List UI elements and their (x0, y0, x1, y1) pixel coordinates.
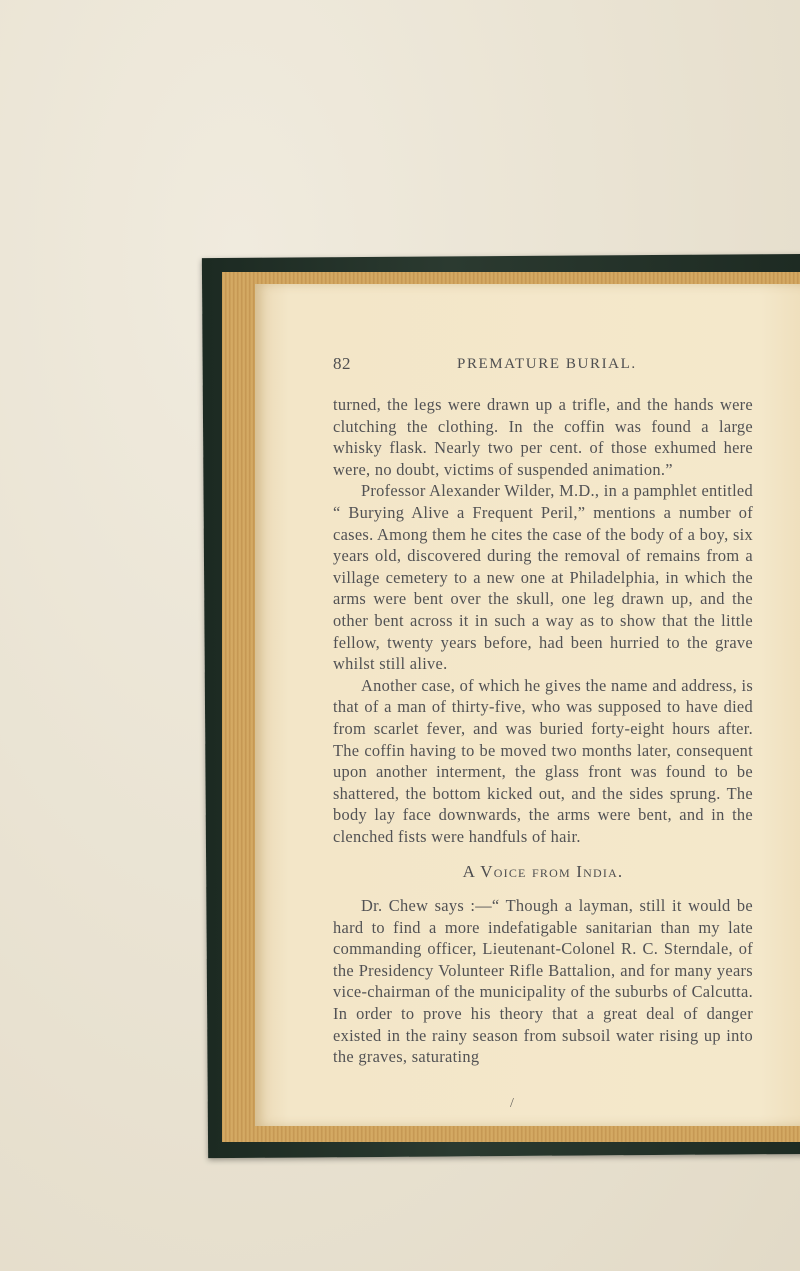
paragraph: Another case, of which he gives the name and address, is that of a man of thirty-five, who was supposed to have died from scarlet fever, and was buried forty-eight hours after. The coffin having to be moved two months later, consequent upon another interment, the glass front was found to be shattered, the bottom kicked out, and the sides sprung. The body lay face downwards, the arms were bent, and in the clenched fists were handfuls of hair. (333, 675, 753, 846)
section-heading: A Voice from India. (462, 862, 624, 882)
page-header (333, 354, 800, 378)
page-mark: / (510, 1096, 514, 1111)
paragraph: Professor Alexander Wilder, M.D., in a pamphlet entitled “ Burying Alive a Frequent Peril,” mentions a number of cases. Among them he cites the case of the body of a boy, six years old, discovered during the removal of remains from a village cemetery to a new one at Philadelphia, in which the arms were bent over the skull, one leg drawn up, and the other bent across it in such a way as to show that the little fellow, twenty years before, had been hurried to the grave whilst still alive. (333, 481, 753, 674)
paragraph: turned, the legs were drawn up a trifle, and the hands were clutching the clothing. In the coffin was found a large whisky flask. Nearly two per cent. of those exhumed here were, no doubt, victims of suspended animation.” (333, 395, 753, 479)
running-title: PREMATURE BURIAL. (457, 356, 637, 372)
paragraph: Dr. Chew says :—“ Though a layman, still it would be hard to find a more indefatigable sanitarian than my late commanding officer, Lieutenant-Colonel R. C. Sterndale, of the Presidency Volunteer Rifle Battalion, and for many years vice-chairman of the municipality of the suburbs of Calcutta. In order to prove his theory that a great deal of danger existed in the rainy season from subsoil water rising up into the graves, saturating (333, 896, 753, 1067)
page-number: 82 (333, 354, 351, 373)
body-text (333, 394, 753, 1068)
